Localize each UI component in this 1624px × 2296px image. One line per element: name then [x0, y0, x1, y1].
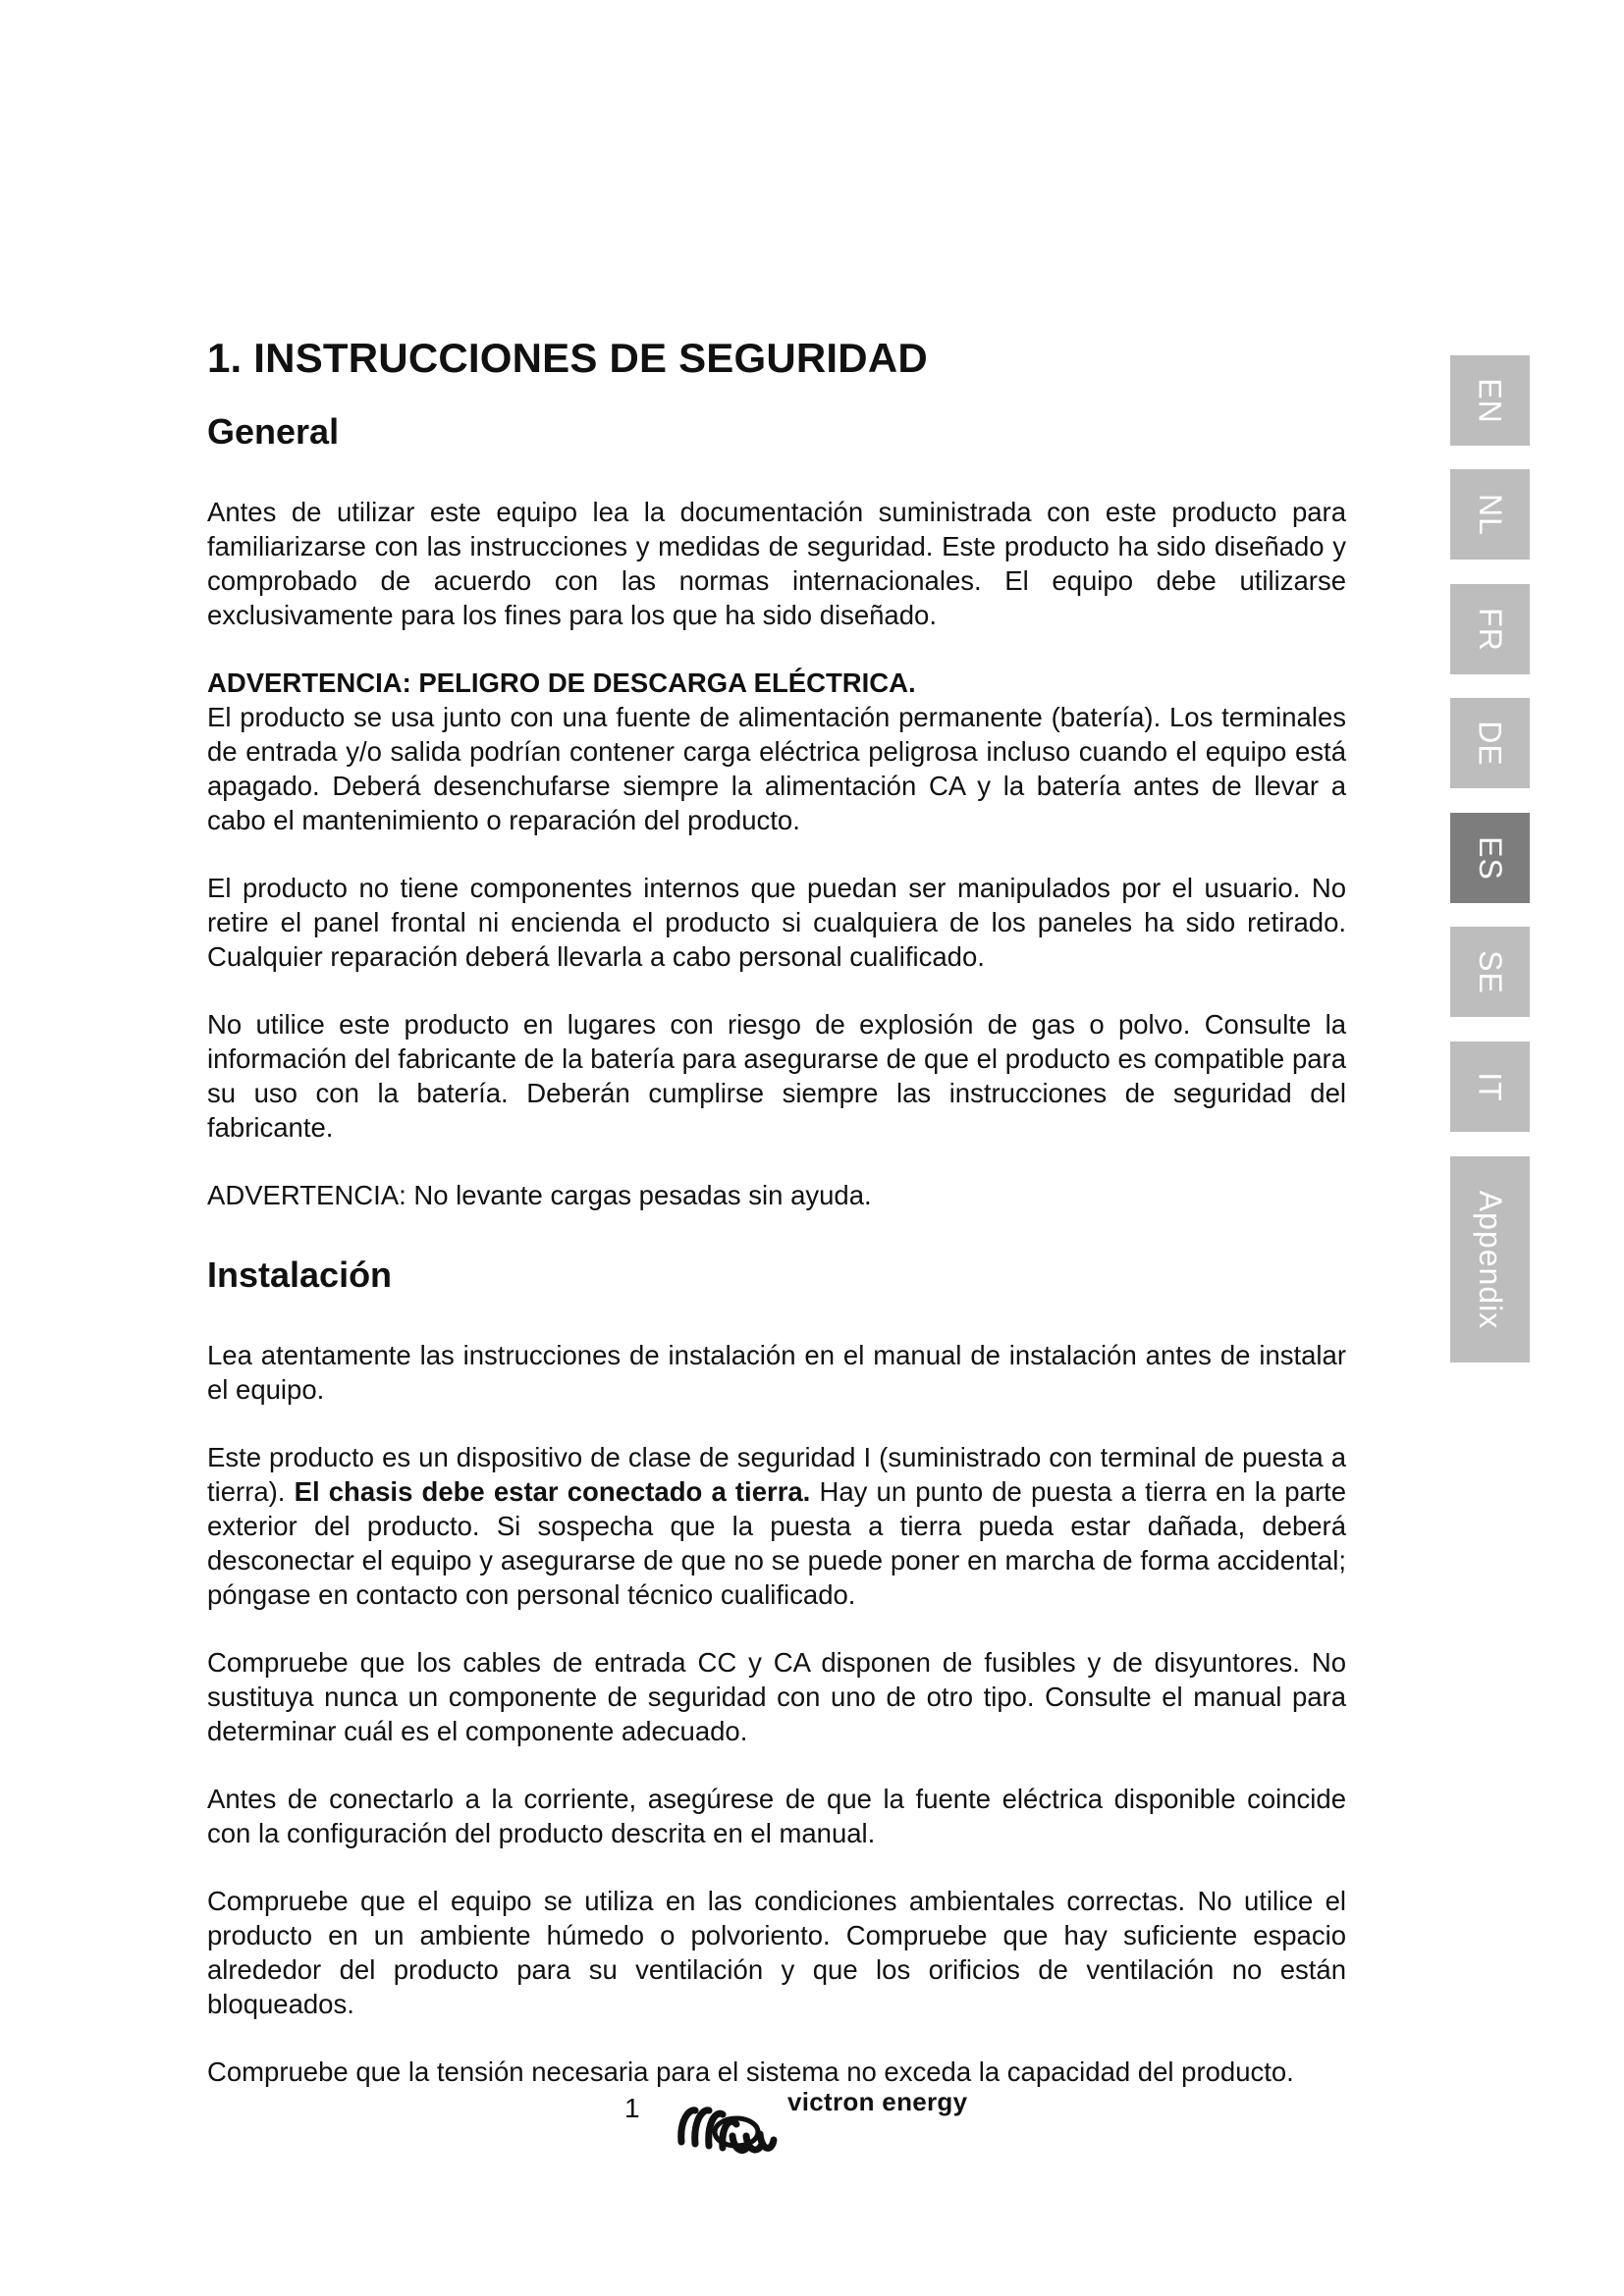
tab-nl[interactable] [1450, 469, 1530, 560]
paragraph: ADVERTENCIA: No levante cargas pesadas sin ayuda. [207, 1180, 872, 1210]
paragraph: Compruebe que la tensión necesaria para el sistema no exceda la capacidad del producto. [207, 2056, 1294, 2087]
tab-label: ES [1473, 835, 1508, 881]
page-footer [0, 2079, 1624, 2167]
tab-label: DE [1472, 720, 1508, 767]
section-title-installation: Instalación [207, 1255, 393, 1295]
tab-en[interactable] [1450, 355, 1530, 446]
page-number: 1 [624, 2093, 640, 2123]
tab-it[interactable] [1450, 1041, 1530, 1132]
tab-label: Appendix [1473, 1190, 1508, 1329]
paragraph-grounding [207, 1440, 1346, 1612]
tab-es[interactable] [1450, 813, 1530, 903]
tab-se[interactable] [1450, 927, 1530, 1017]
tab-label: FR [1473, 607, 1508, 652]
tab-label: EN [1472, 377, 1508, 424]
brand-name: victron energy [787, 2087, 968, 2116]
paragraph: Antes de utilizar este equipo lea la documentación suministrada con este producto para familiarizarse con las instrucciones y medidas de seguridad. Este producto ha sido diseñado y comprobado de acuerdo con las normas internacionales. El equipo debe utilizarse exclusivamente para los fines para los que ha sido diseñado. [207, 497, 1346, 630]
text-span: Este producto es un dispositivo de clase de seguridad I (suministrado con terminal de puesta a tierra). [207, 1442, 1346, 1507]
tab-label: IT [1473, 1071, 1508, 1102]
warning-block [207, 666, 1346, 837]
victron-logo-icon [672, 2091, 780, 2160]
tab-fr[interactable] [1450, 584, 1530, 674]
tab-label: NL [1473, 493, 1508, 536]
section-title-general: General [207, 411, 340, 452]
paragraph: Compruebe que el equipo se utiliza en las condiciones ambientales correctas. No utilice el producto en un ambiente húmedo o polvoriento. Compruebe que hay suficiente espacio alrededor del producto para su ventilación y que los orificios de ventilación no están bloqueados. [207, 1886, 1346, 2019]
warning-title: ADVERTENCIA: PELIGRO DE DESCARGA ELÉCTRICA. [207, 667, 916, 698]
tab-de[interactable] [1450, 698, 1530, 788]
text-span: Hay un punto de puesta a tierra en la parte exterior del producto. Si sospecha que la puesta a tierra pueda estar dañada, deberá desconectar el equipo y asegurarse de que no se puede poner en marcha de forma accidental; póngase en contacto con personal técnico cualificado. [207, 1476, 1346, 1610]
bold-statement: El chasis debe estar conectado a tierra. [294, 1476, 811, 1507]
page-content [207, 332, 1346, 2122]
paragraph: Compruebe que los cables de entrada CC y CA disponen de fusibles y de disyuntores. No sustituya nunca un componente de seguridad con uno de otro tipo. Consulte el manual para determinar cuál es el componente adecuado. [207, 1647, 1346, 1746]
tab-label: SE [1473, 949, 1508, 994]
tab-appendix[interactable] [1450, 1156, 1530, 1362]
warning-text: El producto se usa junto con una fuente de alimentación permanente (batería). Los terminales de entrada y/o salida podrían contener carga eléctrica peligrosa incluso cuando el equipo está apagado. Deberá desenchufarse siempre la alimentación CA y la batería antes de llevar a cabo el mantenimiento o reparación del producto. [207, 702, 1346, 835]
paragraph: No utilice este producto en lugares con riesgo de explosión de gas o polvo. Consulte la información del fabricante de la batería para asegurarse de que el producto es compatible para su uso con la batería. Deberán cumplirse siempre las instrucciones de seguridad del fabricante. [207, 1009, 1346, 1143]
paragraph: Antes de conectarlo a la corriente, asegúrese de que la fuente eléctrica disponible coincide con la configuración del producto descrita en el manual. [207, 1784, 1346, 1848]
page-title: 1. INSTRUCCIONES DE SEGURIDAD [207, 335, 928, 381]
paragraph: El producto no tiene componentes internos que puedan ser manipulados por el usuario. No retire el panel frontal ni encienda el producto si cualquiera de los paneles ha sido retirado. Cualquier reparación deberá llevarla a cabo personal cualificado. [207, 873, 1346, 972]
paragraph: Lea atentamente las instrucciones de instalación en el manual de instalación antes de instalar el equipo. [207, 1340, 1346, 1405]
